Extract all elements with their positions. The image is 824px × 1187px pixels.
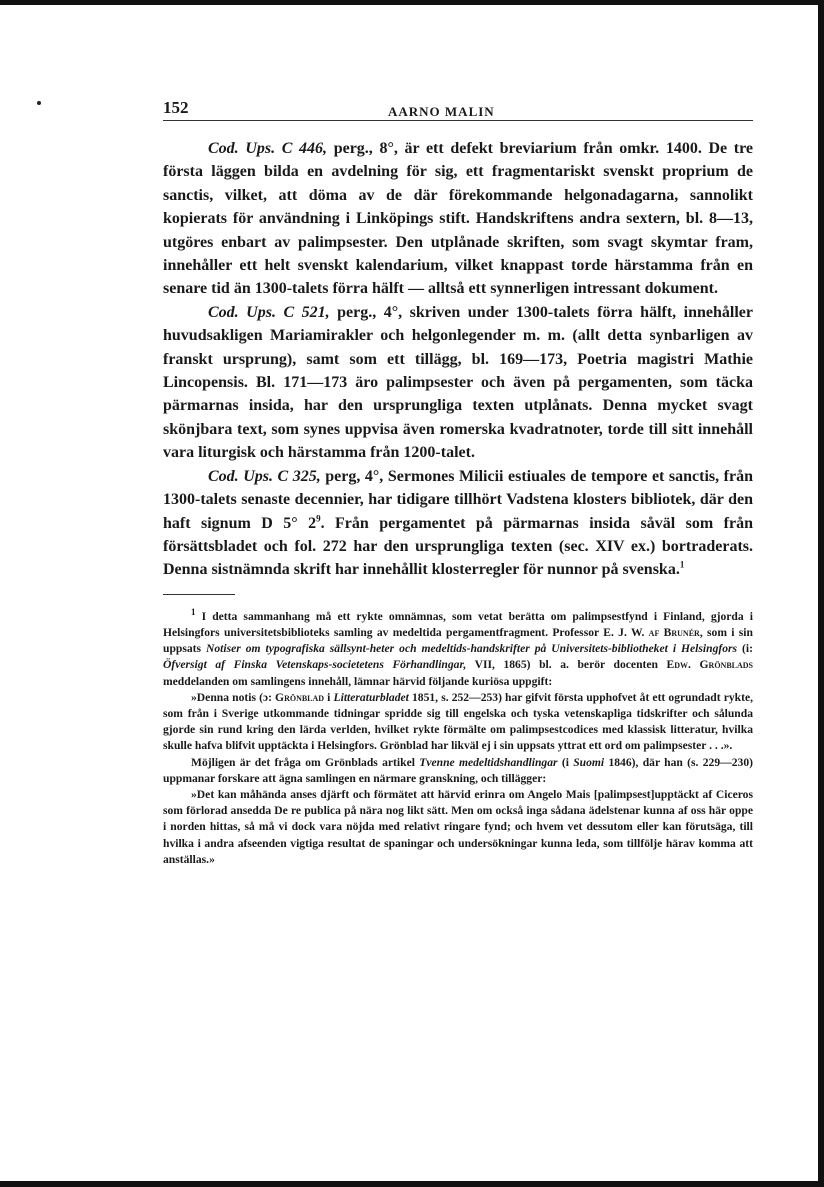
codex-ref-3: Cod. Ups. C 325, <box>208 467 321 485</box>
footnote-quote-1 <box>163 690 753 755</box>
footnote-text: Möjligen är det fråga om Grönblads artikel <box>191 755 420 769</box>
footnote-quote-2 <box>163 787 753 868</box>
footnote-rule <box>163 594 235 595</box>
author-name: af Brunér <box>648 625 700 639</box>
footnote-text: (i: <box>737 642 753 656</box>
footnote-text: i <box>324 690 334 704</box>
footnote-paragraph-2 <box>163 755 753 787</box>
paragraph-2-text: perg., 4°, skriven under 1300-talets förra hälft, innehåller huvudsakligen Mariamirakler och helgonlegender m. m. (allt detta synbarligen av franskt ursprung), samt som ett tillägg, bl. 169—173, Poetria magistri Mathie Lincopensis. Bl. 171—173 äro palimpsester och även på pergamenten, som täcka pärmarnas insida, har den ursprungliga texten utplånats. Denna mycket svagt skönjbara text, som synes uppvisa även romerska kvadratnoter, torde till sitt innehåll vara liturgisk och härstamma från 1200-talet. <box>163 303 754 462</box>
journal-title: Suomi <box>573 755 605 769</box>
footnote-text: 1851, s. 252—253) har gifvit första upphofvet åt ett ogrundadt rykte, som från i Sverige utkommande tidningar spridde sig till engelska och tyska vetenskapliga tidskrifter och sålunda gjorde sin rund kring den lärda verlden, hvilket rykte förmälte om palimpsestcodices med klassisk litteratur, hvilka skulle hafva blifvit upptäckta i Helsingfors. Grönblad har likväl ej i sin uppsats yttrat ett ord om palimpsester . . .». <box>163 690 753 753</box>
paragraph-3-text-b: . Från pergamentet på pärmarnas insida såväl som från försättsbladet och fol. 272 har den ursprungliga texten (sec. XIV ex.) bortraderats. Denna sistnämnda skrift har innehållit klosterregler för nunnor på svenska. <box>163 514 753 579</box>
work-title: Notiser om typografiska sällsynt-heter och medeltids-handskrifter på Universitets-bibliotheket i Helsingfors <box>206 642 738 656</box>
body-text <box>163 137 753 582</box>
author-name: Grönblad <box>275 690 325 704</box>
author-name: Edw. Grönblads <box>666 658 753 672</box>
codex-ref-1: Cod. Ups. C 446, <box>208 140 328 157</box>
footnote-text: I detta sammanhang må ett rykte omnämnas, som vetat berätta om palimpsestfynd i Finland, gjorda i Helsingfors universitetsbiblioteks samling av medeltida pergamentfragment. Professor E. J. W. <box>163 609 753 639</box>
footnote-text: »Det kan måhända anses djärft och förmätet att härvid erinra om Angelo Mais [palimpsest]upptäckt af Ciceros som förlorad ansedda De re publica på nära nog likt sätt. Men om också inga sådana ädelstenar kunna af oss här oppe i norden hittas, så må vi dock vara nöjda med relativt ringare fynd; och hvem vet dessutom eller kan förutsäga, till hvilka i andra afseenden vigtiga resultat de spaningar och undersökningar kunna leda, som tillfölje härav komma att anställas.» <box>163 787 753 866</box>
page <box>163 98 753 868</box>
paragraph-3-text-a: perg, 4°, Sermones Milicii estiuales de tempore et sanctis, från 1300-talets senaste decennier, har tidigare tillhört Vadstena klosters bibliotek, där den haft signum D 5° 2 <box>163 467 753 532</box>
footnote-text: (i <box>557 755 574 769</box>
running-head: AARNO MALIN <box>388 104 495 119</box>
footnote-text: »Denna notis (ɔ: <box>191 690 276 704</box>
journal-title: Litteraturbladet <box>333 690 409 704</box>
scan-border-bottom <box>0 1181 824 1187</box>
footnote-text: meddelanden om samlingens innehåll, lämnar härvid följande kuriösa uppgift: <box>163 674 553 688</box>
work-title: Tvenne medeltidshandlingar <box>419 755 558 769</box>
footnote-1 <box>163 606 753 690</box>
paragraph-2 <box>163 301 753 465</box>
journal-title: Öfversigt af Finska Vetenskaps-societetens Förhandlingar, <box>163 658 467 672</box>
footnote-marker: 1 <box>191 606 196 617</box>
codex-ref-2: Cod. Ups. C 521, <box>208 303 330 321</box>
paragraph-3 <box>163 465 753 582</box>
page-number: 152 <box>163 98 189 117</box>
footnote-text: 1846), där han (s. 229—230) uppmanar forskare att ägna samlingen en närmare granskning, och tillägger: <box>163 755 753 785</box>
footnote-reference: 1 <box>679 559 685 570</box>
footnote-text: , som i sin uppsats <box>163 625 753 656</box>
margin-dot <box>37 101 41 105</box>
signum-superscript: 9 <box>316 513 321 524</box>
paragraph-1 <box>163 137 753 301</box>
scan-border-right <box>818 0 824 1187</box>
footnote-text: VII, 1865) bl. a. berör docenten <box>466 658 667 672</box>
page-header <box>163 98 753 121</box>
footnotes <box>163 606 753 868</box>
scan-border-top <box>0 0 824 5</box>
paragraph-1-text: perg., 8°, är ett defekt breviarium från omkr. 1400. De tre första läggen bilda en avdelning för sig, ett fragmentariskt svenskt proprium de sanctis, vilket, att döma av de där förekommande helgonadagarna, sannolikt kopierats för användning i Linköpings stift. Handskriftens andra sextern, bl. 8—13, utgöres enbart av palimpsester. Den utplånade skriften, som svagt skymtar fram, innehåller ett helt svenskt kalendarium, vilket knappast torde härstamma från en senare tid än 1300-talets förra hälft — alltså ett synnerligen intressant dokument. <box>163 140 754 298</box>
